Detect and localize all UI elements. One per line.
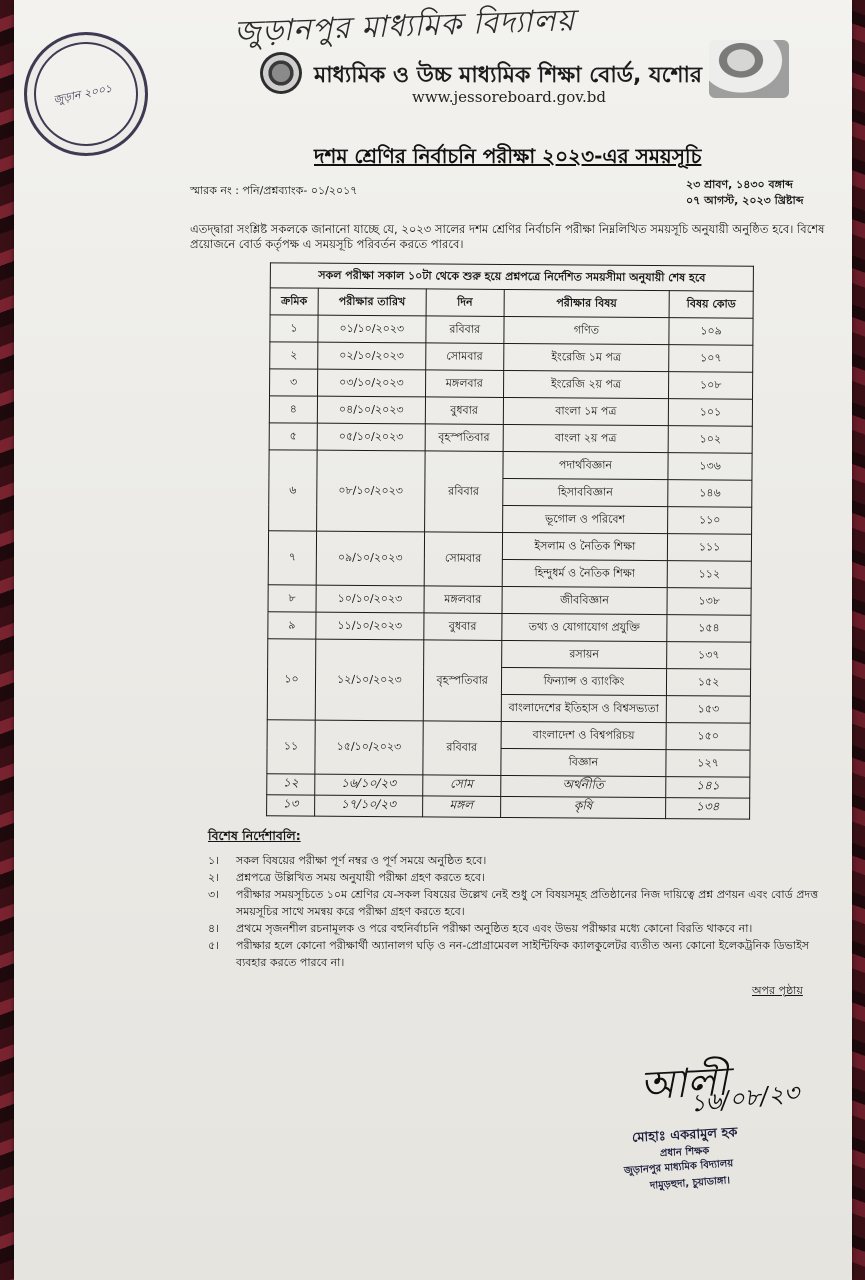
table-row: ফিন্যান্স ও ব্যাংকিং ১৫২	[267, 666, 750, 696]
instruction-item: ৫। পরীক্ষার হলে কোনো পরীক্ষার্থী অ্যানালগ ঘড়ি ও নন-প্রোগ্রামেবল সাইন্টিফিক ক্যালকুলেটর ব্যতীত অন্য কোনো ইলেকট্রনিক ডিভাইস ব্যবহার করতে পারবে না।	[208, 939, 810, 969]
header-subject: পরীক্ষার বিষয়	[504, 289, 670, 317]
table-row: ৪ ০৪/১০/২০২৩ বুধবার বাংলা ১ম পত্র ১০১	[269, 396, 752, 426]
signatory-title: প্রধান শিক্ষক	[659, 1145, 710, 1160]
table-row: হিন্দুধর্ম ও নৈতিক শিক্ষা ১১২	[268, 558, 751, 588]
signatory-name: মোহাঃ একরামুল হক	[631, 1125, 738, 1146]
school-name-handwritten: জুড়ানপুর মাধ্যমিক বিদ্যালয়	[233, 3, 576, 50]
table-row: ২ ০২/১০/২০২৩ সোমবার ইংরেজি ১ম পত্র ১০৭	[270, 342, 753, 372]
instruction-item: ৪। প্রথমে সৃজনশীল রচনামূলক ও পরে বহুনির্বাচনি পরীক্ষা অনুষ্ঠিত হবে এবং উভয় পরীক্ষার মধ্যে কোনো বিরতি থাকবে না।	[208, 922, 753, 935]
table-row: ৮ ১০/১০/২০২৩ মঙ্গলবার জীববিজ্ঞান ১৩৮	[268, 585, 751, 615]
signature-date: ১৬/০৮/২৩	[688, 1078, 801, 1118]
table-banner: সকল পরীক্ষা সকাল ১০টা থেকে শুরু হয়ে প্রশ্নপত্রে নির্দেশিত সময়সীমা অনুযায়ী শেষ হবে	[270, 263, 753, 291]
date-english: ০৭ আগস্ট, ২০২৩ খ্রিষ্টাব্দ	[686, 194, 804, 207]
instruction-item: ১। সকল বিষয়ের পরীক্ষা পূর্ণ নম্বর ও পূর্ণ সময়ে অনুষ্ঠিত হবে।	[208, 854, 487, 867]
exam-schedule-table	[266, 262, 754, 819]
table-row: ৯ ১১/১০/২০২৩ বুধবার তথ্য ও যোগাযোগ প্রযুক্তি ১৫৪	[268, 612, 751, 642]
board-website: www.jessoreboard.gov.bd	[412, 88, 606, 106]
notice-paragraph: এতদ্দ্বারা সংশ্লিষ্ট সকলকে জানানো যাচ্ছে যে, ২০২৩ সালের দশম শ্রেণির নির্বাচনি পরীক্ষা নিম্নলিখিত সময়সূচি অনুযায়ী অনুষ্ঠিত হবে। বিশেষ প্রয়োজনে বোর্ড কর্তৃপক্ষ এ সময়সূচি পরিবর্তন করতে পারবে।	[190, 222, 825, 251]
table-row: ৩ ০৩/১০/২০২৩ মঙ্গলবার ইংরেজি ২য় পত্র ১০৮	[270, 369, 753, 399]
instructions-list	[208, 852, 820, 971]
memo-number: স্মারক নং : পনি/প্রশ্নব্যাংক- ০১/২০১৭	[190, 184, 358, 197]
table-row-handwritten: ১৩ ১৭/১০/২৩ মঙ্গল কৃষি ১৩৪	[267, 795, 750, 819]
board-logo-icon	[260, 52, 302, 94]
date-bengali: ২৩ শ্রাবণ, ১৪৩০ বঙ্গাব্দ	[686, 178, 793, 191]
header-serial: ক্রমিক	[270, 288, 318, 315]
header-day: দিন	[426, 289, 504, 317]
school-stamp-seal	[14, 20, 160, 167]
signatory-school: জুড়ানপুর মাধ্যমিক বিদ্যালয়	[623, 1158, 734, 1177]
table-row: হিসাববিজ্ঞান ১৪৬	[269, 477, 752, 507]
table-row: বাংলাদেশের ইতিহাস ও বিশ্বসভ্যতা ১৫৩	[267, 693, 750, 723]
instruction-item: ৩। পরীক্ষার সময়সূচিতে ১০ম শ্রেণির যে-সকল বিষয়ের উল্লেখ নেই শুধু সে বিষয়সমূহ প্রতিষ্ঠানের নিজ দায়িত্বে প্রশ্ন প্রণয়ন এবং বোর্ড প্রদত্ত সময়সূচির সাথে সমন্বয় করে পরীক্ষা গ্রহণ করতে হবে।	[208, 888, 819, 918]
signatory-place: দামুড়হুদা, চুয়াডাঙ্গা।	[649, 1175, 731, 1192]
header-code: বিষয় কোড	[669, 291, 753, 319]
stamp-text: জুড়ান ২০০১	[52, 81, 114, 107]
table-row: ৬ ০৮/১০/২০২৩ রবিবার পদার্থবিজ্ঞান ১৩৬	[269, 450, 752, 480]
next-page-note: অপর পৃষ্ঠায়	[752, 984, 803, 997]
table-row: ১১ ১৫/১০/২০২৩ রবিবার বাংলাদেশ ও বিশ্বপরিচয় ১৫০	[267, 720, 750, 750]
document-title: দশম শ্রেণির নির্বাচনি পরীক্ষা ২০২৩-এর সময়সূচি	[314, 144, 702, 168]
table-row: ১ ০১/১০/২০২৩ রবিবার গণিত ১০৯	[270, 315, 753, 345]
signature-scribble: আলী	[638, 1058, 729, 1110]
board-name: মাধ্যমিক ও উচ্চ মাধ্যমিক শিক্ষা বোর্ড, যশোর	[314, 63, 702, 88]
instruction-item: ২। প্রশ্নপত্রে উল্লিখিত সময় অনুযায়ী পরীক্ষা গ্রহণ করতে হবে।	[208, 871, 485, 884]
table-row: ৫ ০৫/১০/২০২৩ বৃহস্পতিবার বাংলা ২য় পত্র ১০২	[269, 423, 752, 453]
table-row: ৭ ০৯/১০/২০২৩ সোমবার ইসলাম ও নৈতিক শিক্ষা ১১১	[268, 531, 751, 561]
table-row-handwritten: ১২ ১৬/১০/২৩ সোম অর্থনীতি ১৪১	[267, 774, 750, 798]
instructions-heading: বিশেষ নির্দেশাবলি:	[208, 828, 301, 843]
header-date: পরীক্ষার তারিখ	[318, 288, 426, 316]
portrait-image	[709, 40, 789, 98]
table-row: ভূগোল ও পরিবেশ ১১০	[269, 504, 752, 534]
document-sheet	[14, 0, 852, 1280]
table-row: বিজ্ঞান ১২৭	[267, 747, 750, 777]
table-row: ১০ ১২/১০/২০২৩ বৃহস্পতিবার রসায়ন ১৩৭	[268, 639, 751, 669]
